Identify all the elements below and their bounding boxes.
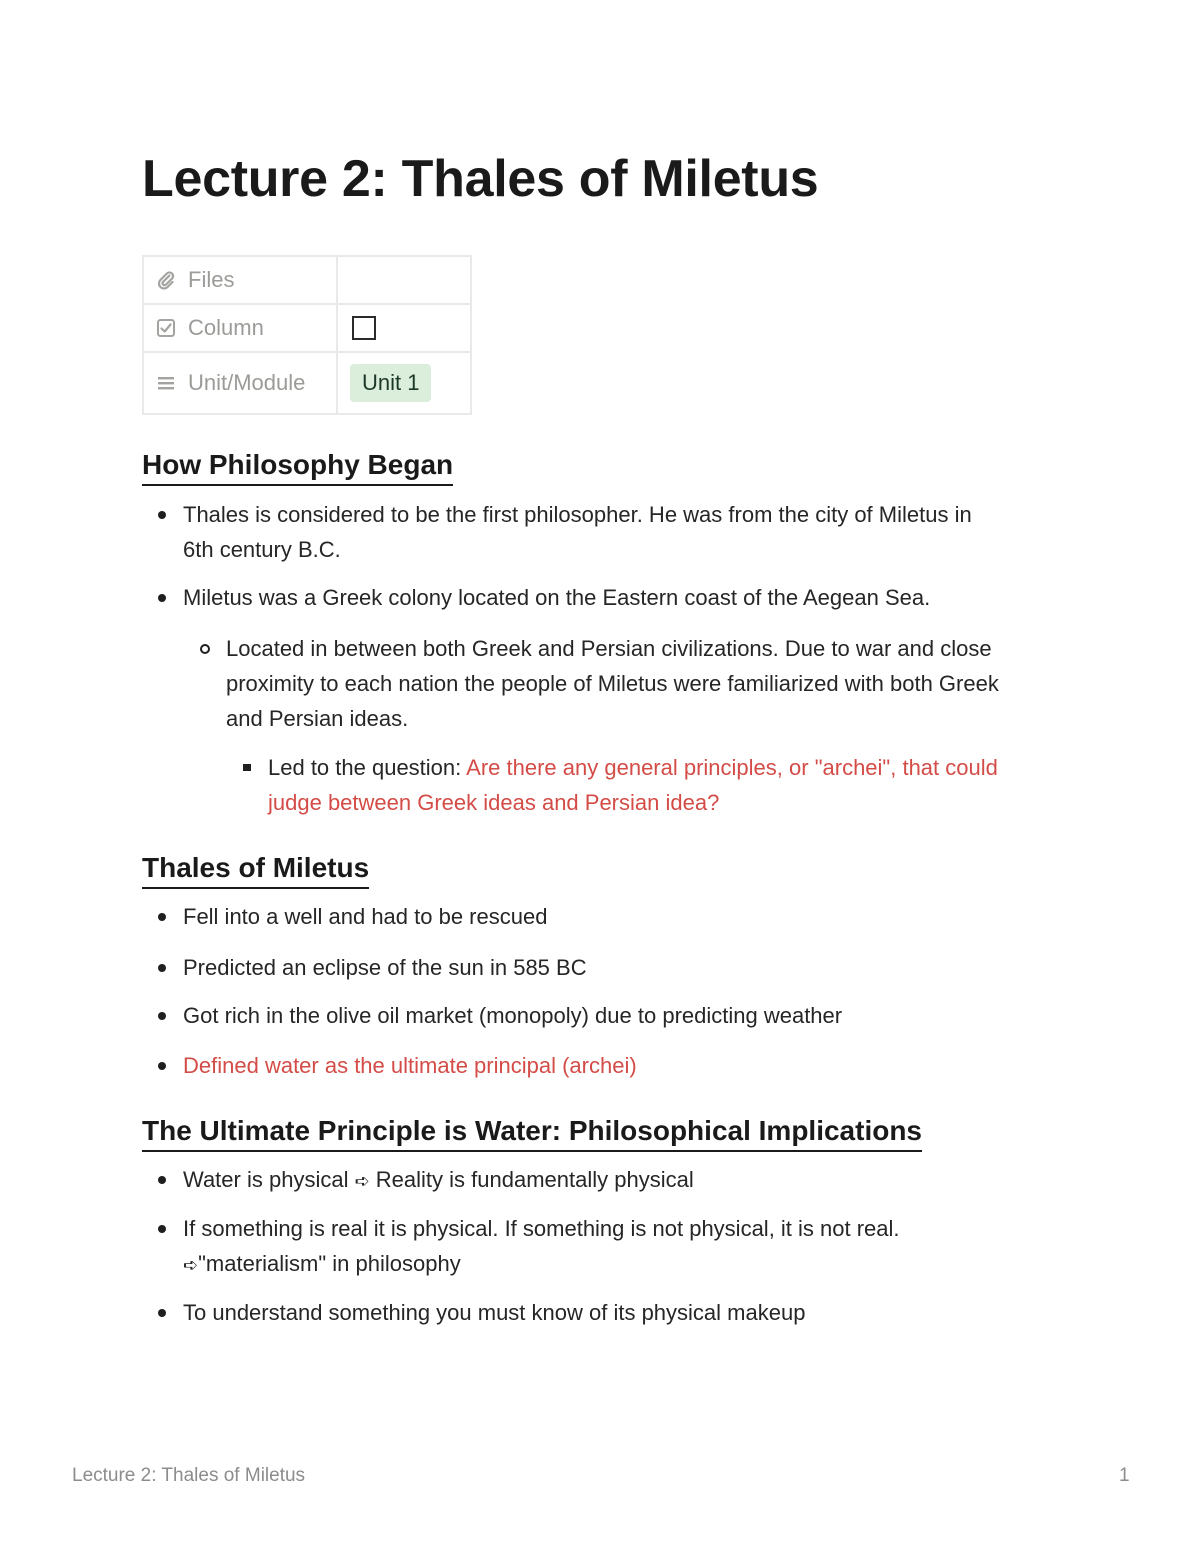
list-item-text: Thales is considered to be the first philosopher. He was from the city of Miletus in xyxy=(183,502,972,527)
list-item-text: "materialism" in philosophy xyxy=(198,1251,461,1276)
column-value xyxy=(337,304,471,352)
list-item-text: proximity to each nation the people of Miletus were familiarized with both Greek xyxy=(226,671,999,696)
page-title: Lecture 2: Thales of Miletus xyxy=(142,150,819,208)
bullet-dot xyxy=(158,1176,166,1184)
list-item xyxy=(183,497,972,567)
bullet-square xyxy=(243,764,251,771)
list-item xyxy=(183,1295,805,1330)
list-item xyxy=(183,998,842,1033)
arrow-icon: ➪ xyxy=(183,1255,199,1275)
bullet-dot xyxy=(158,1062,166,1070)
bullet-ring xyxy=(200,644,210,654)
paperclip-icon xyxy=(156,270,176,290)
files-value[interactable] xyxy=(337,256,471,304)
list-item-text: To understand something you must know of its physical makeup xyxy=(183,1300,806,1325)
list-item-text: Miletus was a Greek colony located on the Eastern coast of the Aegean Sea. xyxy=(183,585,931,610)
bullet-dot xyxy=(158,964,166,972)
list-icon xyxy=(156,373,176,393)
property-row-files xyxy=(143,256,471,304)
list-item xyxy=(226,631,999,736)
list-item-text: and Persian ideas. xyxy=(226,706,409,731)
list-item-text: Predicted an eclipse of the sun in 585 BC xyxy=(183,955,587,980)
bullet-dot xyxy=(158,511,166,519)
property-row-column xyxy=(143,304,471,352)
list-item-text: If something is real it is physical. If something is not physical, it is not real. xyxy=(183,1216,900,1241)
list-item xyxy=(183,1211,900,1283)
list-item-text: Reality is fundamentally physical xyxy=(369,1167,694,1192)
list-item xyxy=(268,750,998,820)
unit-tag[interactable]: Unit 1 xyxy=(350,364,431,402)
property-row-unit xyxy=(143,352,471,414)
highlight-question: Are there any general principles, or "archei", that could xyxy=(466,755,998,780)
column-checkbox[interactable] xyxy=(352,316,376,340)
checkbox-property-icon xyxy=(156,318,176,338)
list-item-text: 6th century B.C. xyxy=(183,537,341,562)
bullet-dot xyxy=(158,1225,166,1233)
bullet-dot xyxy=(158,594,166,602)
property-name-files xyxy=(143,256,337,304)
page-number: 1 xyxy=(1119,1465,1130,1486)
footer-title: Lecture 2: Thales of Miletus xyxy=(72,1465,306,1486)
property-name-unit xyxy=(143,352,337,414)
section-heading-how-philosophy-began: How Philosophy Began xyxy=(142,447,453,486)
properties-table xyxy=(142,255,472,415)
list-item xyxy=(183,899,547,934)
highlight-question: judge between Greek ideas and Persian idea? xyxy=(268,790,720,815)
list-item xyxy=(183,580,930,615)
list-item-text: Located in between both Greek and Persian civilizations. Due to war and close xyxy=(226,636,992,661)
list-item-text: Led to the question: xyxy=(268,755,467,780)
list-item xyxy=(183,950,587,985)
list-item-text: Defined water as the ultimate principal (archei) xyxy=(183,1053,637,1078)
bullet-dot xyxy=(158,1012,166,1020)
unit-value xyxy=(337,352,471,414)
unit-label: Unit/Module xyxy=(188,370,306,395)
section-heading-thales-of-miletus: Thales of Miletus xyxy=(142,850,369,889)
section-heading-ultimate-principle: The Ultimate Principle is Water: Philosophical Implications xyxy=(142,1113,922,1152)
property-name-column xyxy=(143,304,337,352)
list-item xyxy=(183,1048,637,1083)
list-item-text: Water is physical xyxy=(183,1167,355,1192)
list-item-text: Got rich in the olive oil market (monopoly) due to predicting weather xyxy=(183,1003,843,1028)
list-item xyxy=(183,1162,694,1199)
files-label: Files xyxy=(188,267,235,292)
bullet-dot xyxy=(158,913,166,921)
column-label: Column xyxy=(188,315,264,340)
list-item-text: Fell into a well and had to be rescued xyxy=(183,904,548,929)
bullet-dot xyxy=(158,1309,166,1317)
arrow-icon: ➪ xyxy=(354,1171,370,1191)
